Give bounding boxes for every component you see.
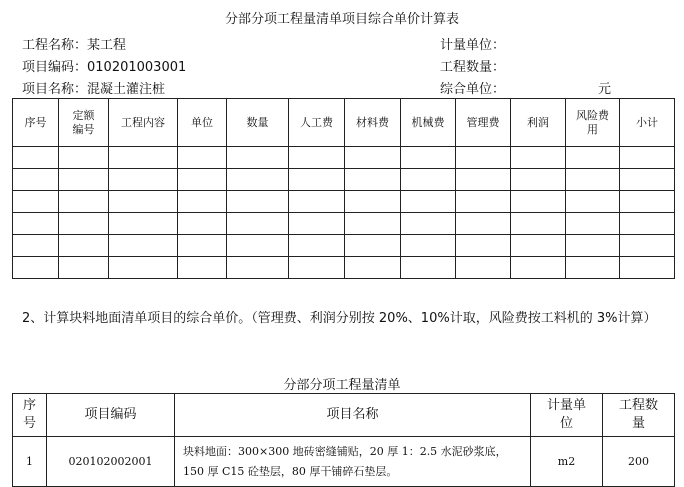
empty-cell <box>178 257 227 279</box>
bill-of-quantities-title: 分部分项工程量清单 <box>283 378 401 393</box>
question-paragraph: 2、计算块料地面清单项目的综合单价。（管理费、利润分别按 20%、10%计取，风险费按工料机的 3%计算） <box>22 311 657 326</box>
empty-cell <box>456 147 511 169</box>
item-code-row <box>22 56 186 75</box>
empty-cell <box>178 191 227 213</box>
table-header-row <box>13 394 675 437</box>
empty-cell <box>620 169 675 191</box>
project-name-value: 某工程 <box>87 38 127 53</box>
empty-cell <box>511 213 566 235</box>
header-cell: 机械费 <box>401 99 456 147</box>
empty-cell <box>511 257 566 279</box>
empty-cell <box>289 235 345 257</box>
unit-price-label: 综合单位： <box>440 82 506 97</box>
header-cell: 风险费用 <box>566 99 620 147</box>
header-cell: 单位 <box>178 99 227 147</box>
empty-cell <box>59 169 109 191</box>
empty-cell <box>401 257 456 279</box>
empty-cell <box>178 169 227 191</box>
empty-cell <box>109 257 178 279</box>
empty-cell <box>59 257 109 279</box>
empty-cell <box>109 147 178 169</box>
empty-cell <box>401 191 456 213</box>
empty-cell <box>620 257 675 279</box>
empty-cell <box>345 191 401 213</box>
empty-cell <box>345 169 401 191</box>
empty-cell <box>109 169 178 191</box>
empty-cell <box>456 191 511 213</box>
empty-cell <box>13 235 59 257</box>
table-row <box>13 257 675 279</box>
header-cell: 工程内容 <box>109 99 178 147</box>
cell-code: 020102002001 <box>47 437 175 487</box>
empty-cell <box>511 191 566 213</box>
table-row <box>13 213 675 235</box>
item-name-value: 混凝土灌注桩 <box>87 82 166 97</box>
project-name-label: 工程名称： <box>22 38 88 53</box>
empty-cell <box>620 147 675 169</box>
empty-cell <box>59 147 109 169</box>
header-code: 项目编码 <box>47 394 175 437</box>
empty-cell <box>620 213 675 235</box>
empty-cell <box>456 169 511 191</box>
empty-cell <box>178 147 227 169</box>
table-row <box>13 437 675 487</box>
empty-cell <box>227 257 289 279</box>
empty-cell <box>345 213 401 235</box>
header-cell: 人工费 <box>289 99 345 147</box>
item-code-label: 项目编码： <box>22 60 88 75</box>
empty-cell <box>13 213 59 235</box>
empty-cell <box>566 213 620 235</box>
empty-cell <box>401 213 456 235</box>
header-cell: 管理费 <box>456 99 511 147</box>
empty-cell <box>13 191 59 213</box>
empty-cell <box>566 257 620 279</box>
description-line-2: 150 厚 C15 砼垫层，80 厚干铺碎石垫层。 <box>183 464 398 478</box>
empty-cell <box>59 191 109 213</box>
empty-cell <box>401 169 456 191</box>
empty-cell <box>511 235 566 257</box>
empty-cell <box>109 235 178 257</box>
header-cell: 利润 <box>511 99 566 147</box>
empty-cell <box>511 169 566 191</box>
empty-cell <box>456 213 511 235</box>
bill-of-quantities-table <box>12 393 675 487</box>
empty-cell <box>289 257 345 279</box>
table-row <box>13 147 675 169</box>
quantity-label: 工程数量： <box>440 60 506 75</box>
project-name-row <box>22 34 126 53</box>
empty-cell <box>345 235 401 257</box>
empty-cell <box>401 235 456 257</box>
header-seq: 序号 <box>13 394 47 437</box>
empty-cell <box>566 147 620 169</box>
empty-cell <box>109 191 178 213</box>
header-cell: 定额编号 <box>59 99 109 147</box>
empty-cell <box>456 257 511 279</box>
cell-unit: m2 <box>531 437 603 487</box>
table-row <box>13 235 675 257</box>
empty-cell <box>178 235 227 257</box>
empty-cell <box>345 147 401 169</box>
empty-cell <box>620 235 675 257</box>
empty-cell <box>227 147 289 169</box>
unit-label: 计量单位： <box>440 38 506 53</box>
empty-cell <box>566 235 620 257</box>
document-title: 分部分项工程量清单项目综合单价计算表 <box>224 12 459 27</box>
empty-cell <box>13 147 59 169</box>
empty-cell <box>227 191 289 213</box>
unit-price-calculation-table <box>12 98 675 279</box>
item-name-label: 项目名称： <box>22 82 88 97</box>
header-cell: 小计 <box>620 99 675 147</box>
empty-cell <box>289 147 345 169</box>
empty-cell <box>227 169 289 191</box>
cell-seq: 1 <box>13 437 47 487</box>
header-name: 项目名称 <box>175 394 531 437</box>
empty-cell <box>13 169 59 191</box>
empty-cell <box>566 169 620 191</box>
empty-cell <box>456 235 511 257</box>
cell-qty: 200 <box>603 437 675 487</box>
empty-cell <box>289 191 345 213</box>
header-cell: 材料费 <box>345 99 401 147</box>
header-qty: 工程数量 <box>603 394 675 437</box>
empty-cell <box>289 213 345 235</box>
currency-label: 元 <box>598 82 612 97</box>
description-line-1: 块料地面：300×300 地砖密缝铺贴，20 厚 1：2.5 水泥砂浆底， <box>183 444 507 458</box>
header-unit: 计量单位 <box>531 394 603 437</box>
empty-cell <box>289 169 345 191</box>
empty-cell <box>59 235 109 257</box>
item-code-value: 010201003001 <box>87 60 187 75</box>
empty-cell <box>178 213 227 235</box>
empty-cell <box>109 213 178 235</box>
empty-cell <box>59 213 109 235</box>
empty-cell <box>13 257 59 279</box>
empty-cell <box>566 191 620 213</box>
header-cell: 数量 <box>227 99 289 147</box>
header-cell: 序号 <box>13 99 59 147</box>
cell-description <box>175 437 531 487</box>
item-name-row <box>22 78 165 97</box>
table-row <box>13 169 675 191</box>
empty-cell <box>227 213 289 235</box>
empty-cell <box>345 257 401 279</box>
empty-cell <box>620 191 675 213</box>
empty-cell <box>401 147 456 169</box>
table-header-row <box>13 99 675 147</box>
empty-cell <box>511 147 566 169</box>
table-row <box>13 191 675 213</box>
empty-cell <box>227 235 289 257</box>
